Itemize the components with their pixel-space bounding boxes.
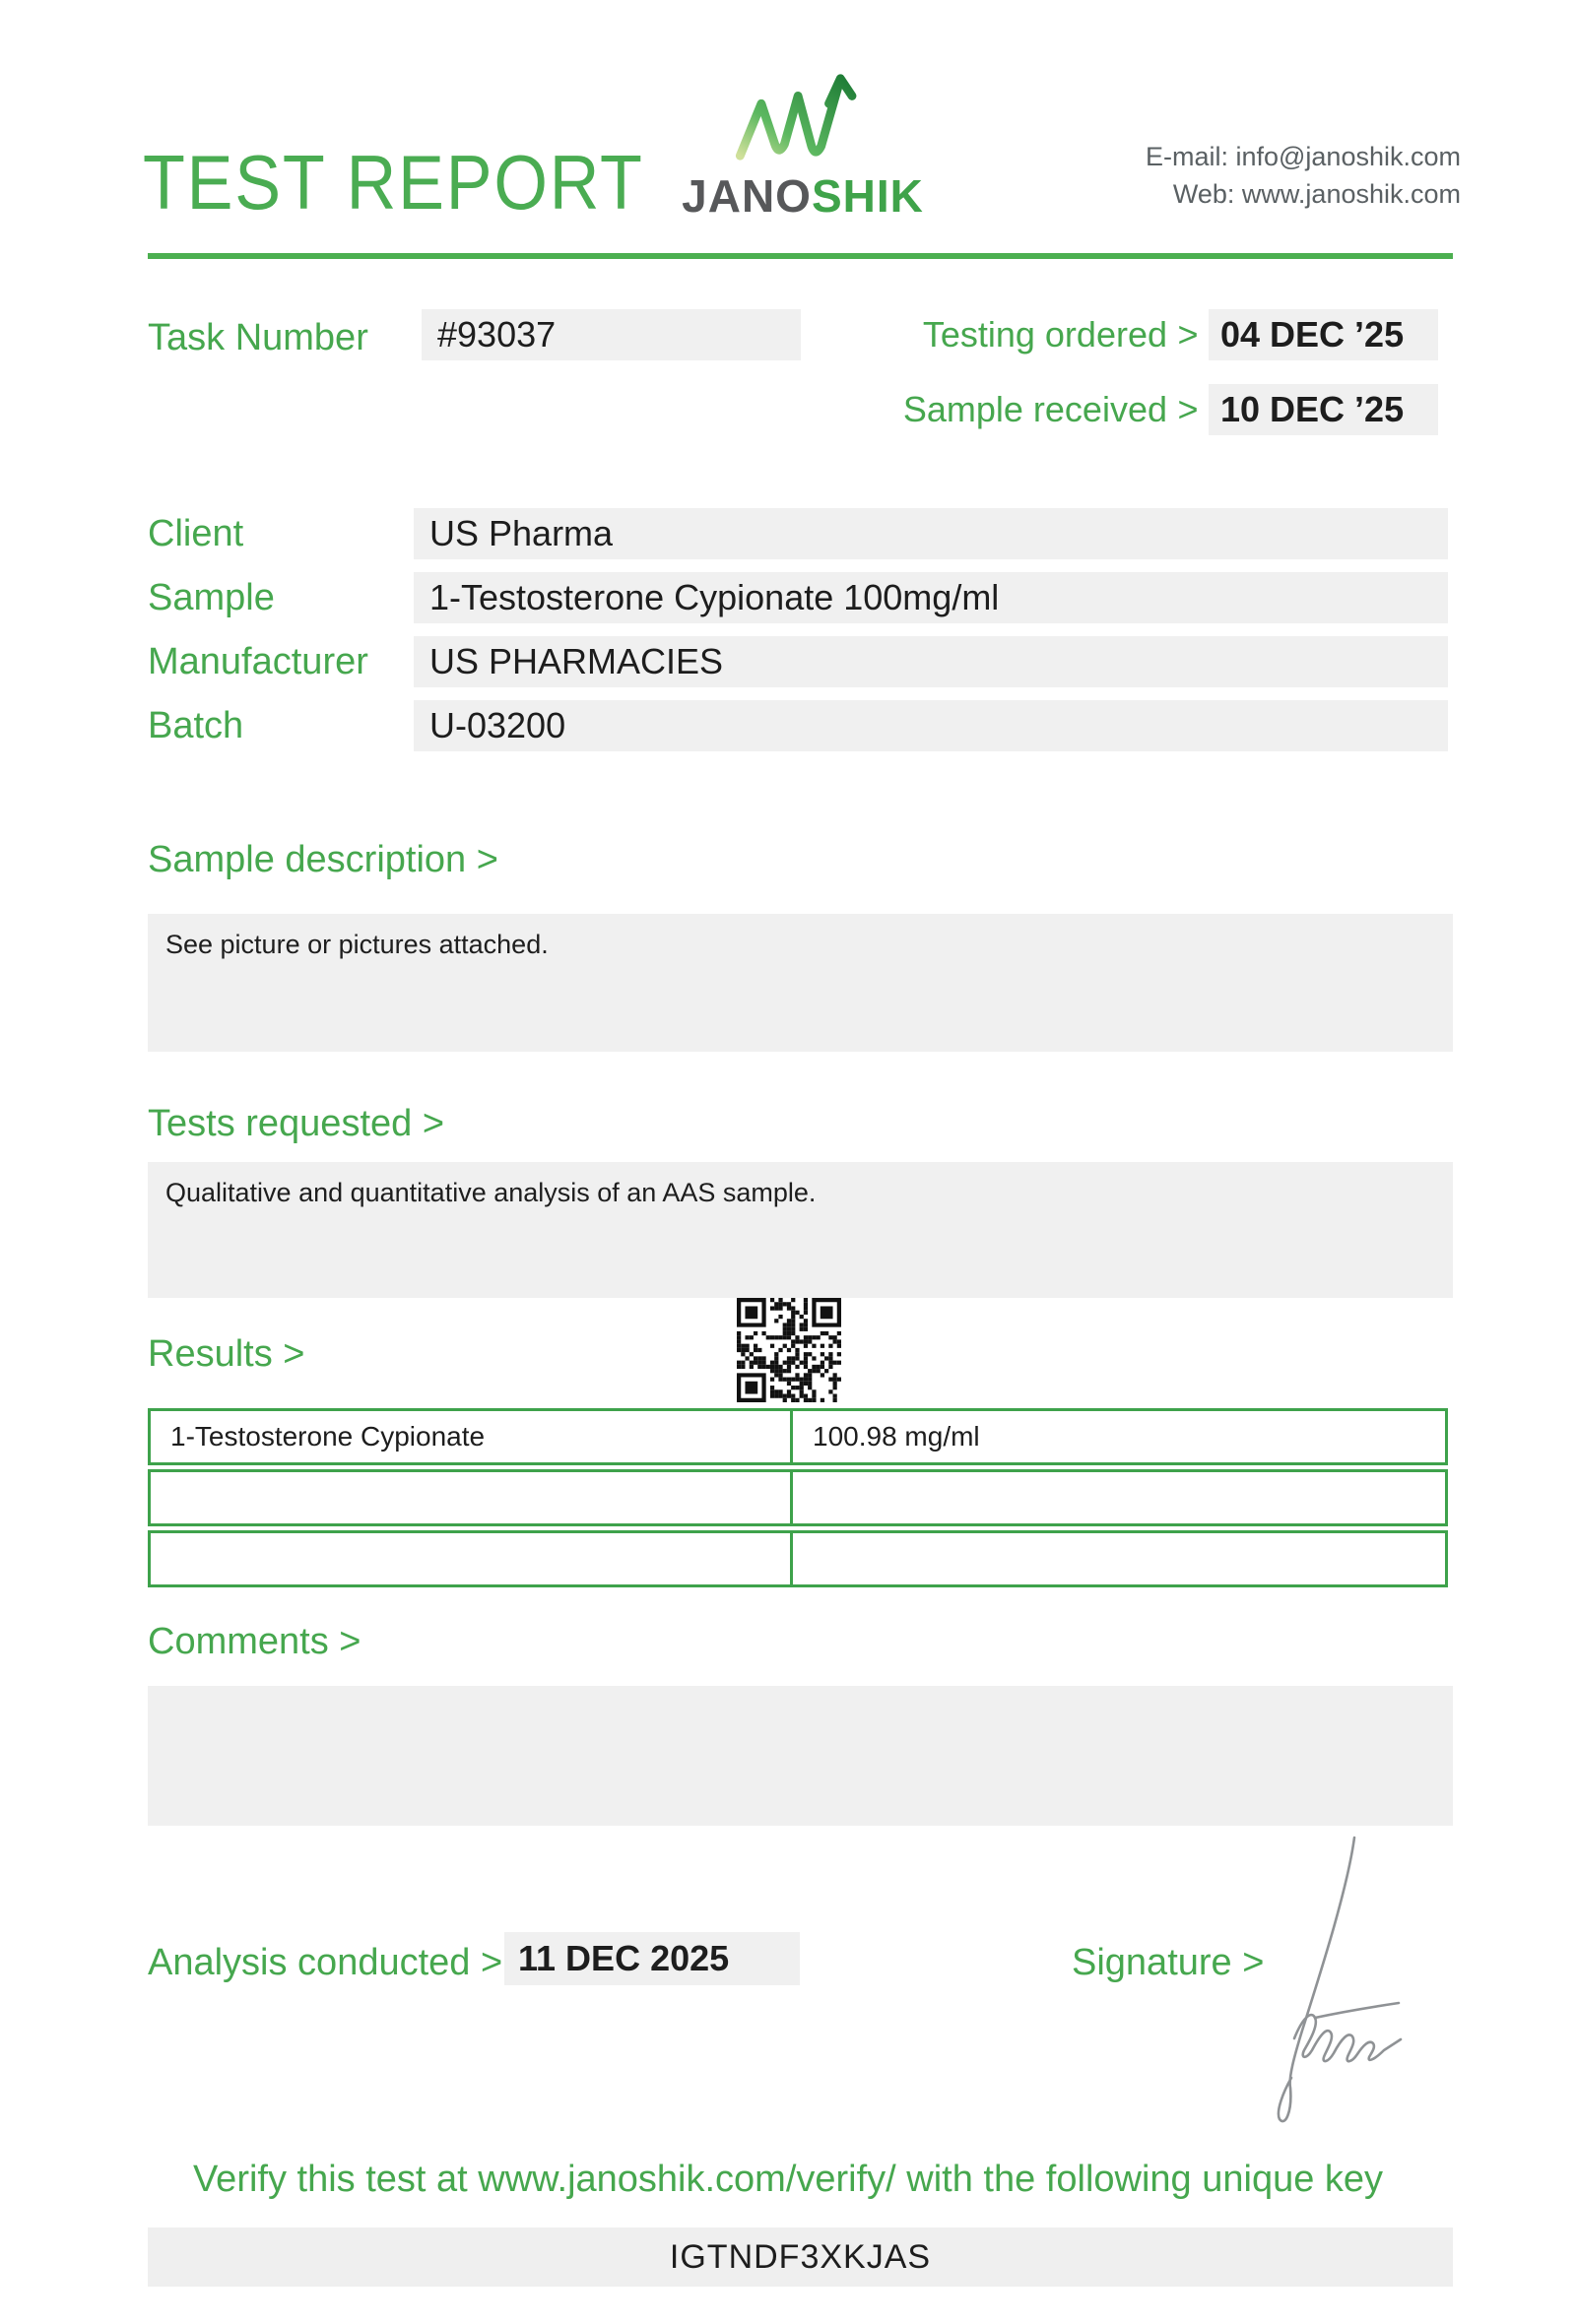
sample-description-box: See picture or pictures attached. — [148, 914, 1453, 1052]
testing-ordered-row — [886, 309, 1438, 360]
client-label: Client — [148, 513, 244, 554]
logo-wordmark — [655, 169, 951, 223]
task-number-value: #93037 — [422, 309, 801, 360]
sample-description-heading: Sample description > — [148, 839, 498, 880]
batch-label: Batch — [148, 705, 244, 746]
signature-label: Signature > — [1072, 1942, 1265, 1983]
sample-info-block — [148, 508, 1448, 751]
result-analyte-cell — [151, 1533, 793, 1584]
sample-received-row — [886, 384, 1438, 435]
qr-code — [737, 1298, 841, 1402]
verify-instruction: Verify this test at www.janoshik.com/verify/ with the following unique key — [192, 2159, 1384, 2200]
info-row-sample — [148, 572, 1448, 623]
table-row — [148, 1530, 1448, 1587]
logo-text-shik: SHIK — [811, 170, 924, 222]
page-title: TEST REPORT — [143, 139, 644, 226]
sample-label: Sample — [148, 577, 275, 618]
client-value: US Pharma — [414, 508, 1448, 559]
info-row-client — [148, 508, 1448, 559]
table-row — [148, 1408, 1448, 1465]
task-number-label: Task Number — [148, 317, 368, 358]
comments-box — [148, 1686, 1453, 1826]
result-value-cell — [793, 1472, 1445, 1523]
result-analyte-cell — [151, 1472, 793, 1523]
sample-received-label: Sample received — [902, 389, 1167, 429]
tests-requested-box: Qualitative and quantitative analysis of an AAS sample. — [148, 1162, 1453, 1298]
results-table — [148, 1408, 1448, 1591]
comments-heading: Comments > — [148, 1621, 361, 1662]
testing-ordered-label: Testing ordered — [922, 314, 1167, 355]
result-value-cell: 100.98 mg/ml — [813, 1421, 980, 1452]
batch-value: U-03200 — [414, 700, 1448, 751]
contact-block — [1146, 138, 1461, 213]
analysis-date-value: 11 DEC 2025 — [504, 1932, 800, 1985]
analysis-conducted-label: Analysis conducted > — [148, 1942, 503, 1983]
testing-ordered-value: 04 DEC ’25 — [1209, 309, 1438, 360]
info-row-batch — [148, 700, 1448, 751]
result-value-cell — [793, 1533, 1445, 1584]
tests-requested-heading: Tests requested > — [148, 1103, 445, 1144]
info-row-manufacturer — [148, 636, 1448, 687]
sample-received-value: 10 DEC ’25 — [1209, 384, 1438, 435]
verify-key: IGTNDF3XKJAS — [148, 2227, 1453, 2287]
logo-text-jano: JANO — [682, 170, 812, 222]
manufacturer-label: Manufacturer — [148, 641, 368, 682]
sample-value: 1-Testosterone Cypionate 100mg/ml — [414, 572, 1448, 623]
contact-email: E-mail: info@janoshik.com — [1145, 142, 1461, 171]
header-divider — [148, 253, 1453, 259]
logo-chart-icon — [731, 67, 879, 163]
table-row — [148, 1469, 1448, 1526]
result-analyte-cell: 1-Testosterone Cypionate — [151, 1411, 793, 1462]
signature-image — [1259, 1832, 1411, 2135]
manufacturer-value: US PHARMACIES — [414, 636, 1448, 687]
contact-web: Web: www.janoshik.com — [1172, 179, 1461, 209]
chevron-right-icon: > — [1177, 389, 1199, 429]
results-heading: Results > — [148, 1333, 305, 1375]
chevron-right-icon: > — [1177, 314, 1199, 355]
